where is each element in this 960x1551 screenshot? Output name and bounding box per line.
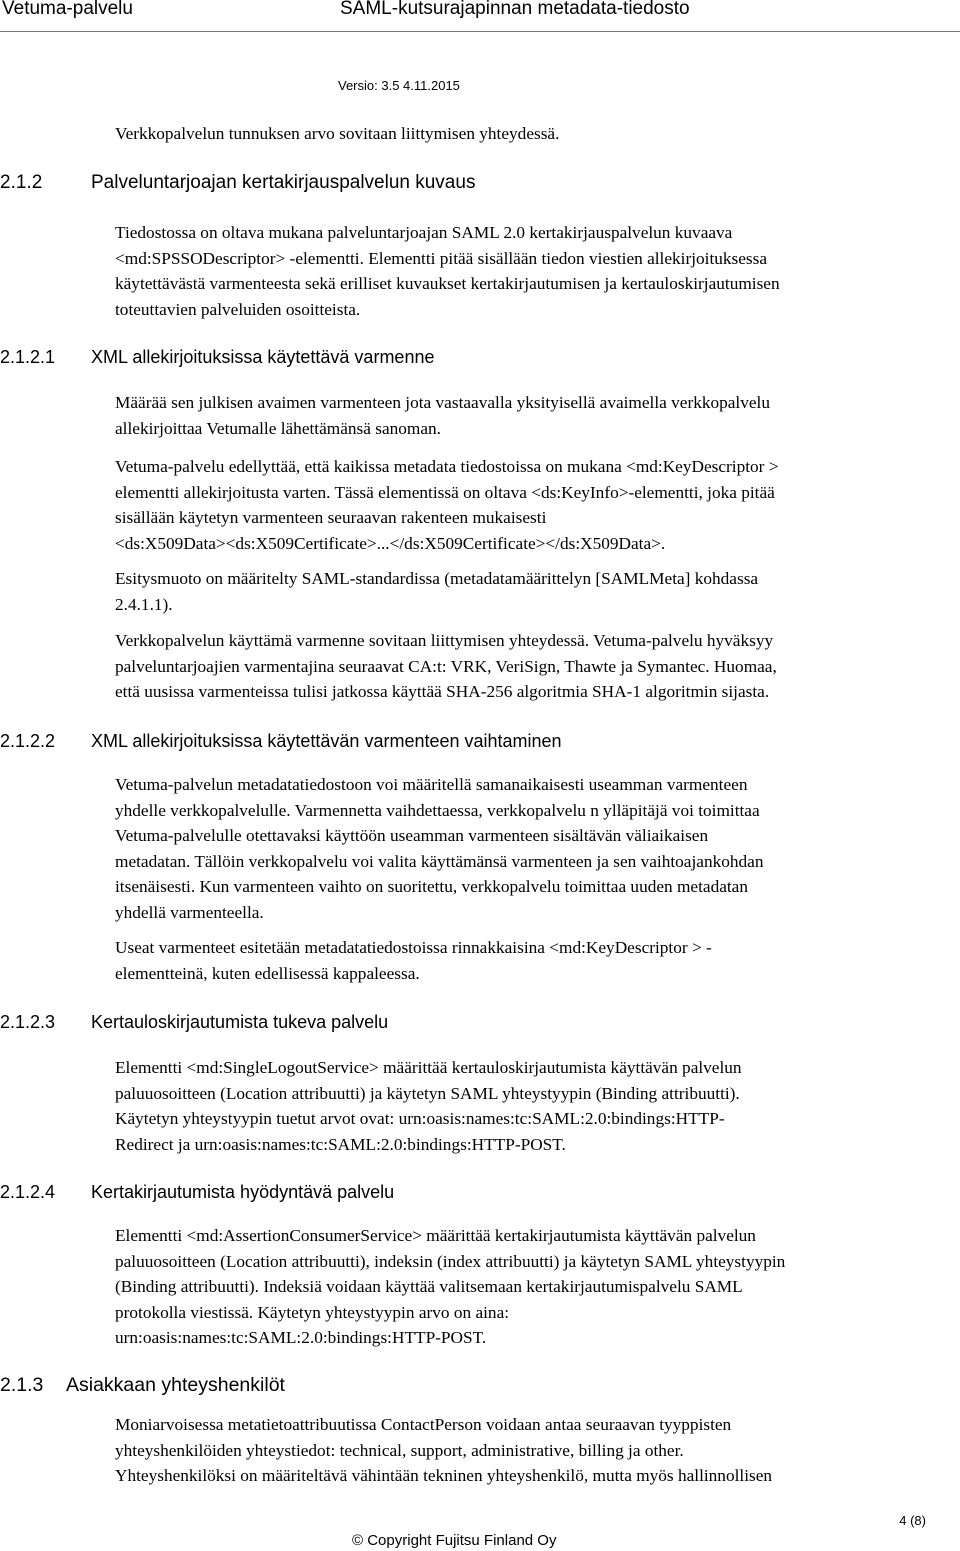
paragraph-line: toteuttavien palveluiden osoitteista.	[115, 299, 361, 319]
paragraph-line: yhdelle verkkopalvelulle. Varmennetta vaihdettaessa, verkkopalvelu n ylläpitäjä voi toimittaa	[115, 800, 760, 820]
paragraph-line: palveluntarjoajien varmentajina seuraavat CA:t: VRK, VeriSign, Thawte ja Symantec. Huomaa,	[115, 656, 777, 676]
section-number: 2.1.2	[0, 172, 43, 193]
paragraph-line: Yhteyshenkilöksi on määriteltävä vähintään tekninen yhteyshenkilö, mutta myös hallinnollisen	[115, 1466, 773, 1485]
paragraph-line: yhteyshenkilöiden yhteystiedot: technical, support, administrative, billing ja other.	[115, 1440, 684, 1460]
paragraph-line: yhdellä varmenteella.	[115, 902, 264, 922]
copyright-notice: © Copyright Fujitsu Finland Oy	[352, 1532, 557, 1549]
paragraph-line: sisällään käytetyn varmenteen seuraavan rakenteen mukaisesti	[115, 508, 547, 527]
section-paragraph	[115, 220, 780, 322]
section-number: 2.1.2.3	[0, 1012, 56, 1032]
paragraph-line: Redirect ja urn:oasis:names:tc:SAML:2.0:bindings:HTTP-POST.	[115, 1134, 566, 1154]
section-heading: XML allekirjoituksissa käytettävän varmenteen vaihtaminen	[91, 731, 562, 751]
page-number: 4 (8)	[899, 1513, 926, 1528]
section-paragraph	[115, 390, 770, 441]
paragraph-line: Tiedostossa on oltava mukana palveluntarjoajan SAML 2.0 kertakirjauspalvelun kuvaava	[115, 223, 733, 242]
section-number: 2.1.2.4	[0, 1182, 56, 1202]
version-label: Versio: 3.5 4.11.2015	[338, 78, 460, 93]
paragraph-line: Moniarvoisessa metatietoattribuutissa ContactPerson voidaan antaa seuraavan tyyppisten	[115, 1415, 732, 1434]
section-paragraph	[115, 935, 712, 986]
section-heading: Asiakkaan yhteyshenkilöt	[66, 1374, 285, 1396]
paragraph-line: Määrää sen julkisen avaimen varmenteen jota vastaavalla yksityisellä avaimella verkkopalvelu	[115, 393, 770, 412]
paragraph-line: Verkkopalvelun käyttämä varmenne sovitaan liittymisen yhteydessä. Vetuma-palvelu hyväksyy	[115, 631, 774, 650]
section-paragraph	[115, 772, 763, 925]
paragraph-line: Useat varmenteet esitetään metadatatiedostoissa rinnakkaisina <md:KeyDescriptor > -	[115, 938, 712, 957]
paragraph-line: <ds:X509Data><ds:X509Certificate>...</ds:X509Certificate></ds:X509Data>.	[115, 533, 666, 553]
paragraph-line: protokolla viestissä. Käytetyn yhteystyypin arvo on aina:	[115, 1302, 510, 1322]
paragraph-line: että uusissa varmenteissa tulisi jatkossa käyttää SHA-256 algoritmia SHA-1 algoritmin sijasta.	[115, 682, 770, 701]
section-paragraph	[115, 566, 758, 617]
paragraph-line: Käytetyn yhteystyypin tuetut arvot ovat: urn:oasis:names:tc:SAML:2.0:bindings:HTTP-	[115, 1109, 725, 1128]
paragraph-line: elementti allekirjoitusta varten. Tässä elementissä on oltava <ds:KeyInfo>-elementti, joka pitää	[115, 482, 775, 502]
paragraph-line: Vetuma-palvelulle otettavaksi käyttöön useamman varmenteen sisältävän väliaikaisen	[115, 826, 709, 845]
paragraph-line: <md:SPSSODescriptor> -elementti. Elementti pitää sisällään tiedon viestien allekirjoituksessa	[115, 248, 768, 268]
section-heading: XML allekirjoituksissa käytettävä varmenne	[91, 347, 435, 367]
paragraph-line: (Binding attribuutti). Indeksiä voidaan käyttää valitsemaan kertakirjautumispalvelu SAML	[115, 1277, 743, 1296]
paragraph-line: paluuosoitteen (Location attribuutti) ja käytetyn SAML yhteystyypin (Binding attribuutti).	[115, 1083, 740, 1103]
paragraph-line: paluuosoitteen (Location attribuutti), indeksin (index attribuutti) ja käytetyn SAML yhteystyypin	[115, 1251, 786, 1271]
intro-paragraph	[115, 121, 559, 147]
paragraph-line: Vetuma-palvelu edellyttää, että kaikissa metadata tiedostoissa on mukana <md:KeyDescriptor >	[115, 457, 779, 476]
section-number: 2.1.3	[0, 1374, 44, 1396]
header-document-title: SAML-kutsurajapinnan metadata-tiedosto	[340, 0, 690, 19]
section-heading: Kertauloskirjautumista tukeva palvelu	[91, 1012, 389, 1032]
header-left-title: Vetuma-palvelu	[2, 0, 133, 19]
paragraph-line: allekirjoittaa Vetumalle lähettämänsä sanoman.	[115, 418, 441, 438]
paragraph-line: Vetuma-palvelun metadatatiedostoon voi määritellä samanaikaisesti useamman varmenteen	[115, 775, 748, 794]
section-paragraph	[115, 1412, 772, 1489]
section-number: 2.1.2.2	[0, 731, 56, 751]
paragraph-line: Elementti <md:AssertionConsumerService> määrittää kertakirjautumista käyttävän palvelun	[115, 1226, 756, 1245]
header-divider	[0, 31, 960, 32]
section-paragraph	[115, 454, 779, 556]
paragraph-line: urn:oasis:names:tc:SAML:2.0:bindings:HTTP-POST.	[115, 1328, 487, 1347]
section-number: 2.1.2.1	[0, 347, 56, 367]
paragraph-line: Verkkopalvelun tunnuksen arvo sovitaan liittymisen yhteydessä.	[115, 124, 560, 143]
paragraph-line: metadatan. Tällöin verkkopalvelu voi valita käyttämänsä varmenteen ja sen vaihtoajankohdan	[115, 851, 764, 871]
section-paragraph	[115, 1055, 742, 1157]
paragraph-line: Esitysmuoto on määritelty SAML-standardissa (metadatamäärittelyn [SAMLMeta] kohdassa	[115, 569, 759, 588]
section-heading: Kertakirjautumista hyödyntävä palvelu	[91, 1182, 395, 1202]
section-paragraph	[115, 1223, 785, 1351]
paragraph-line: käytettävästä varmenteesta sekä erilliset kuvaukset kertakirjautumisen ja kertauloskirjautumisen	[115, 274, 780, 293]
paragraph-line: itsenäisesti. Kun varmenteen vaihto on suoritettu, verkkopalvelu toimittaa uuden metadatan	[115, 877, 748, 896]
paragraph-line: Elementti <md:SingleLogoutService> määrittää kertauloskirjautumista käyttävän palvelun	[115, 1058, 742, 1077]
section-heading: Palveluntarjoajan kertakirjauspalvelun kuvaus	[91, 172, 476, 193]
section-paragraph	[115, 628, 777, 705]
paragraph-line: 2.4.1.1).	[115, 594, 173, 614]
paragraph-line: elementteinä, kuten edellisessä kappaleessa.	[115, 963, 420, 983]
